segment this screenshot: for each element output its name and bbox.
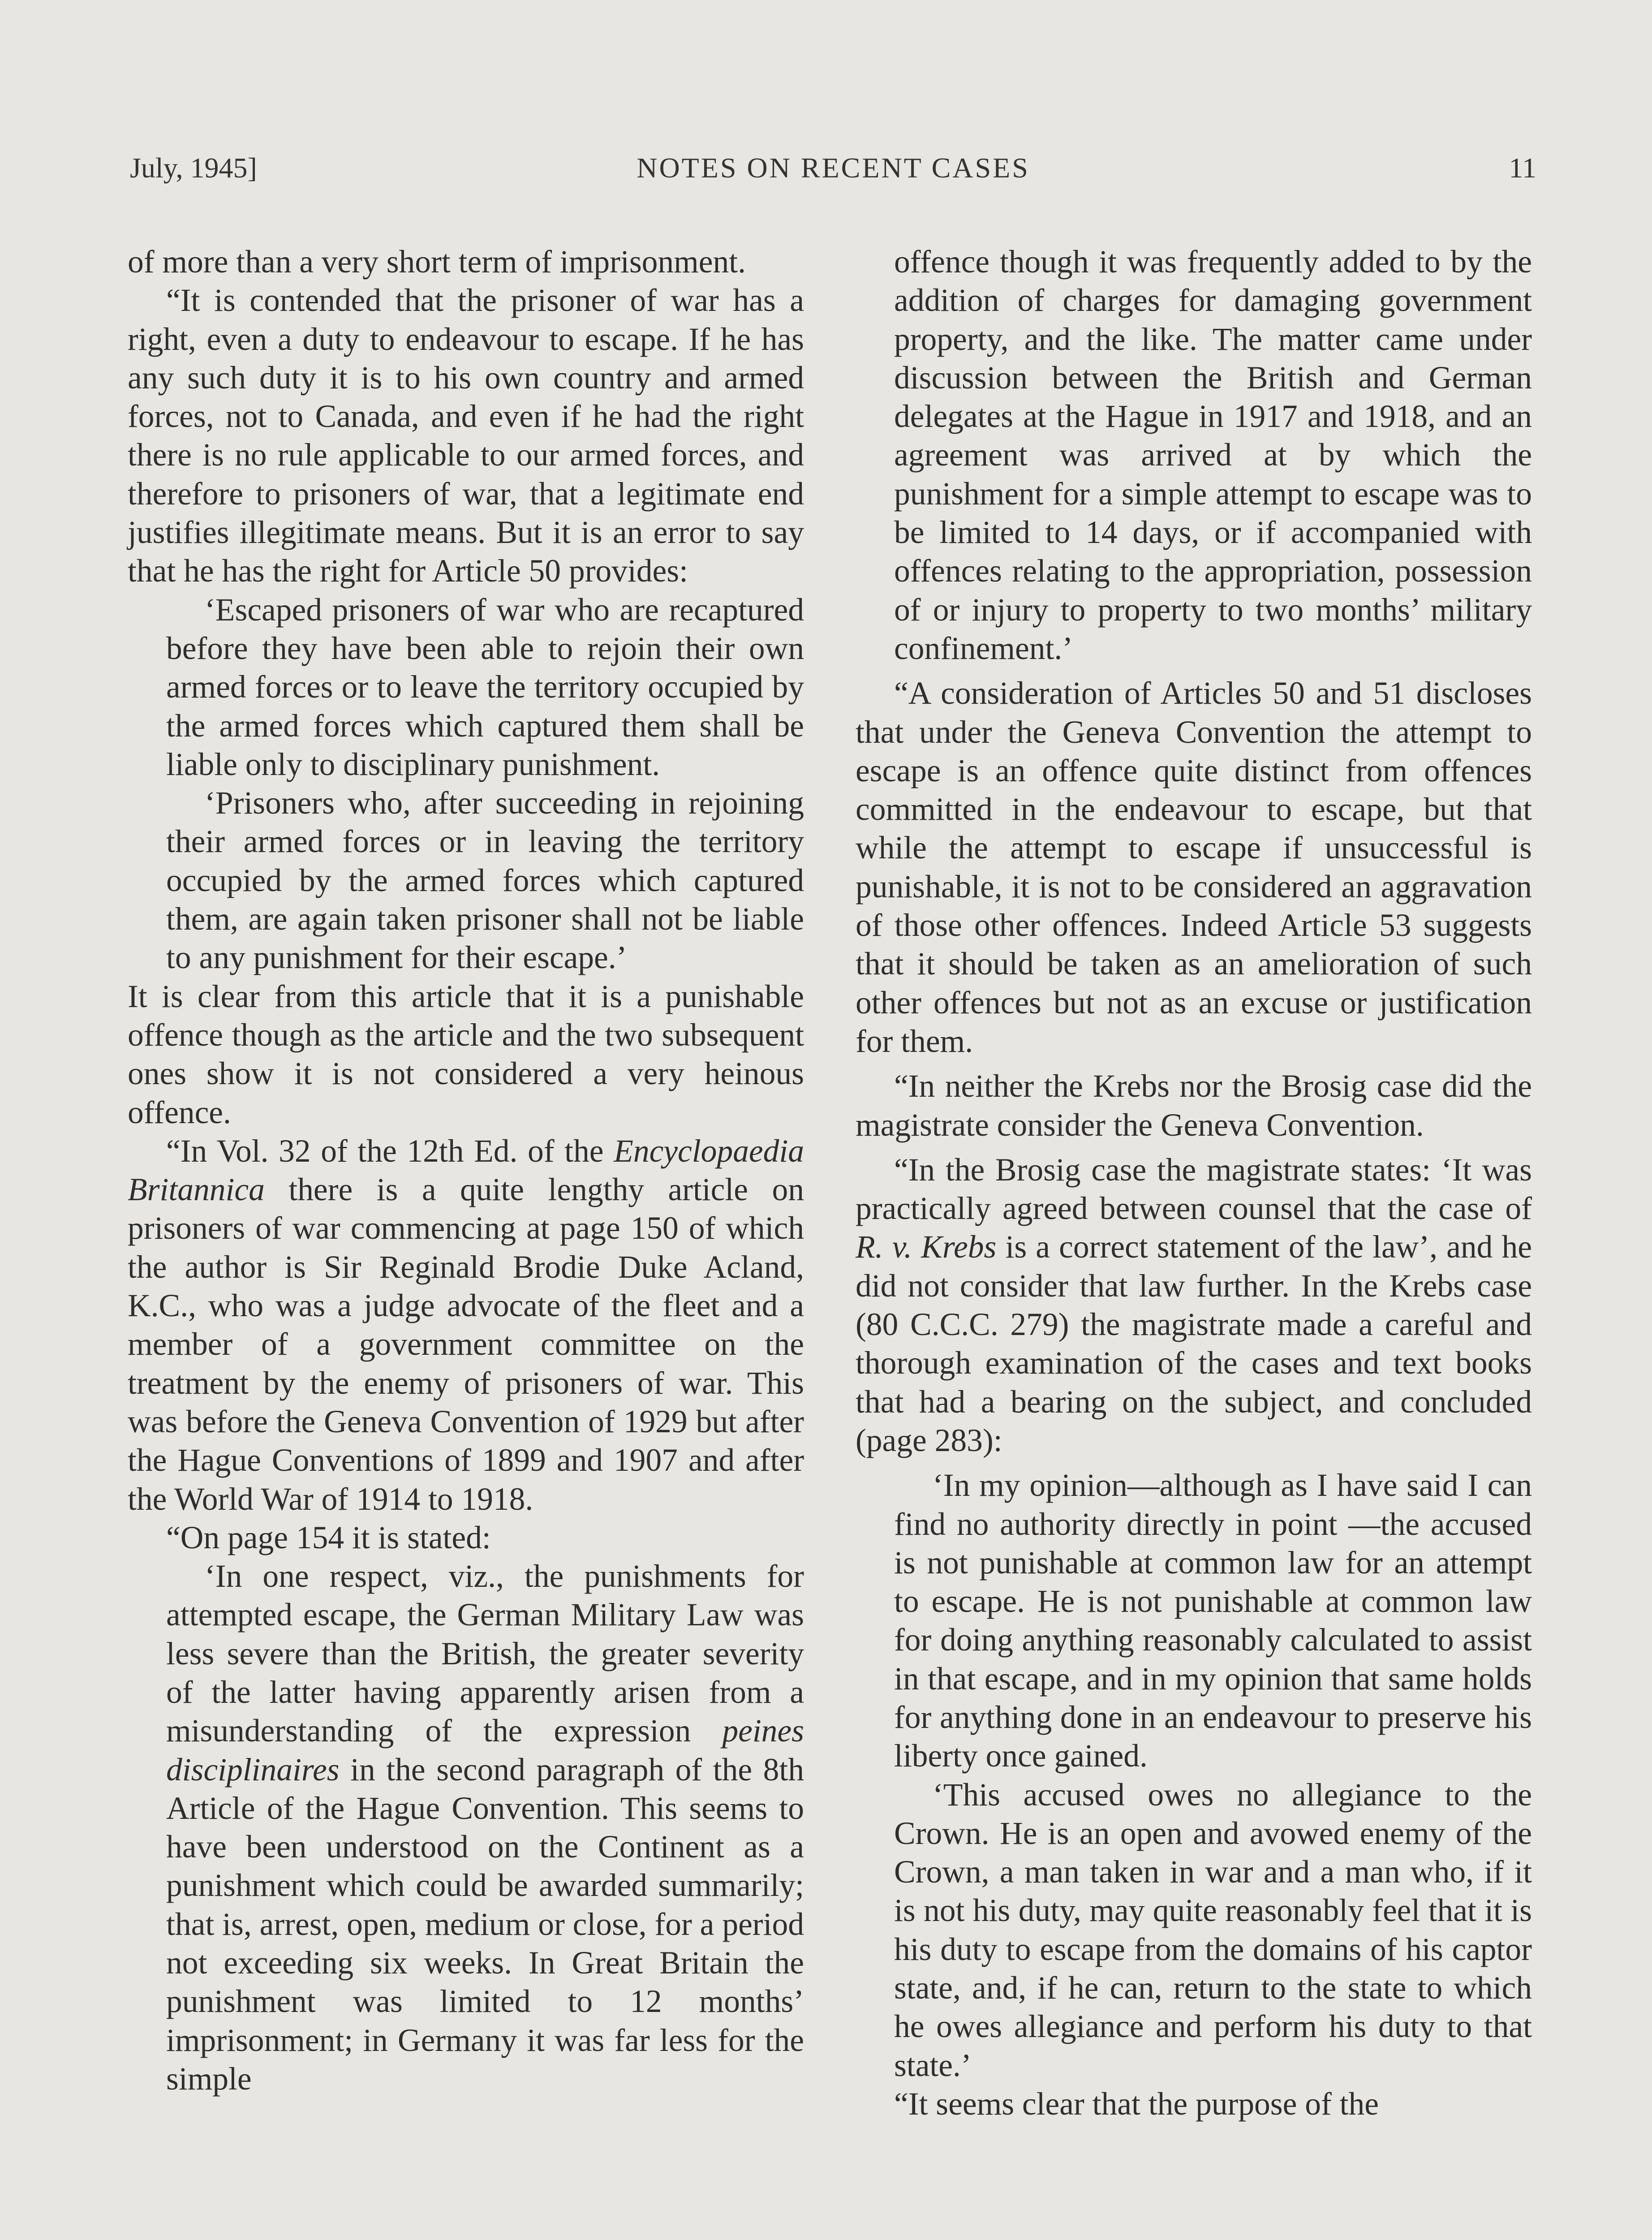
quoted-paragraph: ‘Prisoners who, after succeeding in rejoining their armed forces or in leaving the territory occupied by the armed forces which captured them, are again taken prisoner shall not be liable to any punishment for their escape.’ — [166, 785, 804, 976]
paragraph: It is clear from this article that it is a punishable offence though as the article and the two subsequent ones show it is not considered a very heinous offence. — [128, 978, 804, 1130]
text-run: is a correct statement of the law’, and he did not consider that law further. In the Krebs case (80 C.C.C. 279) the magistrate made a careful and thorough examination of the cases and text books that had a bearing on the subject, and concluded (page 283): — [856, 1229, 1532, 1458]
case-name: R. v. Krebs — [856, 1229, 997, 1265]
issue-date: July, 1945] — [130, 152, 257, 184]
page-header — [130, 151, 1536, 201]
paragraph: of more than a very short term of imprisonment. — [128, 244, 746, 280]
quoted-paragraph: offence though it was frequently added to by the addition of charges for damaging government property, and the like. The matter came under discussion between the British and German delegates at the Hague in 1917 and 1918, and an agreement was arrived at by which the punishment for a simple attempt to escape was to be limited to 14 days, or if accompanied with offences relating to the appropriation, possession of or injury to property to two months’ military confinement.’ — [894, 244, 1532, 666]
paragraph — [856, 1151, 1532, 1460]
quoted-paragraph: ‘In my opinion—although as I have said I can find no authority directly in point —the accused is not punishable at common law for an attempt to escape. He is not punishable at common law for doing anything reasonably calculated to assist in that escape, and in my opinion that same holds for anything done in an endeavour to preserve his liberty once gained. — [894, 1468, 1532, 1774]
quoted-paragraph — [166, 1557, 804, 2098]
text-run: there is a quite lengthy article on prisoners of war commencing at page 150 of which the author is Sir Reginald Brodie Duke Acland, K.C., who was a judge advocate of the fleet and a member of a government committee on the treatment by the enemy of prisoners of war. This was before the Geneva Convention of 1929 but after the Hague Conventions of 1899 and 1907 and after the World War of 1914 to 1918. — [128, 1172, 804, 1517]
left-column — [128, 243, 804, 2098]
quoted-paragraph: ‘This accused owes no allegiance to the Crown. He is an open and avowed enemy of the Crown, a man taken in war and a man who, if it is not his duty, may quite reasonably feel that it is his duty to escape from the domains of his captor state, and, if he can, return to the state to which he owes allegiance and perform his duty to that state.’ — [894, 1777, 1532, 2083]
paragraph: “A consideration of Articles 50 and 51 discloses that under the Geneva Convention the attempt to escape is an offence quite distinct from offences committed in the endeavour to escape, but that while the attempt to escape if unsuccessful is punishable, it is not to be considered an aggravation of those other offences. Indeed Article 53 suggests that it should be taken as an amelioration of such other offences but not as an excuse or justification for them. — [856, 676, 1532, 1059]
paragraph: “It seems clear that the purpose of the — [894, 2086, 1379, 2122]
paragraph — [128, 1132, 804, 1519]
book-title: Encyclopaedia Britannica — [128, 1133, 804, 1208]
page-number: 11 — [1509, 152, 1536, 184]
foreign-term: peines disciplinaires — [166, 1713, 804, 1788]
running-title: NOTES ON RECENT CASES — [637, 152, 1030, 184]
right-column — [856, 243, 1532, 2124]
paragraph: “In neither the Krebs nor the Brosig case did the magistrate consider the Geneva Convention. — [856, 1068, 1532, 1143]
paragraph: “It is contended that the prisoner of war has a right, even a duty to endeavour to escape. If he has any such duty it is to his own country and armed forces, not to Canada, and even if he had the right there is no rule applicable to our armed forces, and therefore to prisoners of war, that a legitimate end justifies illegitimate means. But it is an error to say that he has the right for Article 50 provides: — [128, 283, 804, 589]
text-run: ‘In one respect, viz., the punishments for attempted escape, the German Military Law was less severe than the British, the greater severity of the latter having apparently arisen from a misunderstanding of the expression — [166, 1559, 804, 1749]
quoted-paragraph: ‘Escaped prisoners of war who are recaptured before they have been able to rejoin their own armed forces or to leave the territory occupied by the armed forces which captured them shall be liable only to disciplinary punishment. — [166, 592, 804, 782]
text-run: “In Vol. 32 of the 12th Ed. of the — [166, 1133, 614, 1169]
text-run: “In the Brosig case the magistrate states: ‘It was practically agreed between counsel that the case of — [856, 1152, 1532, 1227]
text-run: in the second paragraph of the 8th Article of the Hague Convention. This seems to have been understood on the Continent as a punishment which could be awarded summarily; that is, arrest, open, medium or close, for a period not exceeding six weeks. In Great Britain the punishment was limited to 12 months’ imprisonment; in Germany it was far less for the simple — [166, 1752, 804, 2097]
paragraph: “On page 154 it is stated: — [166, 1520, 491, 1555]
